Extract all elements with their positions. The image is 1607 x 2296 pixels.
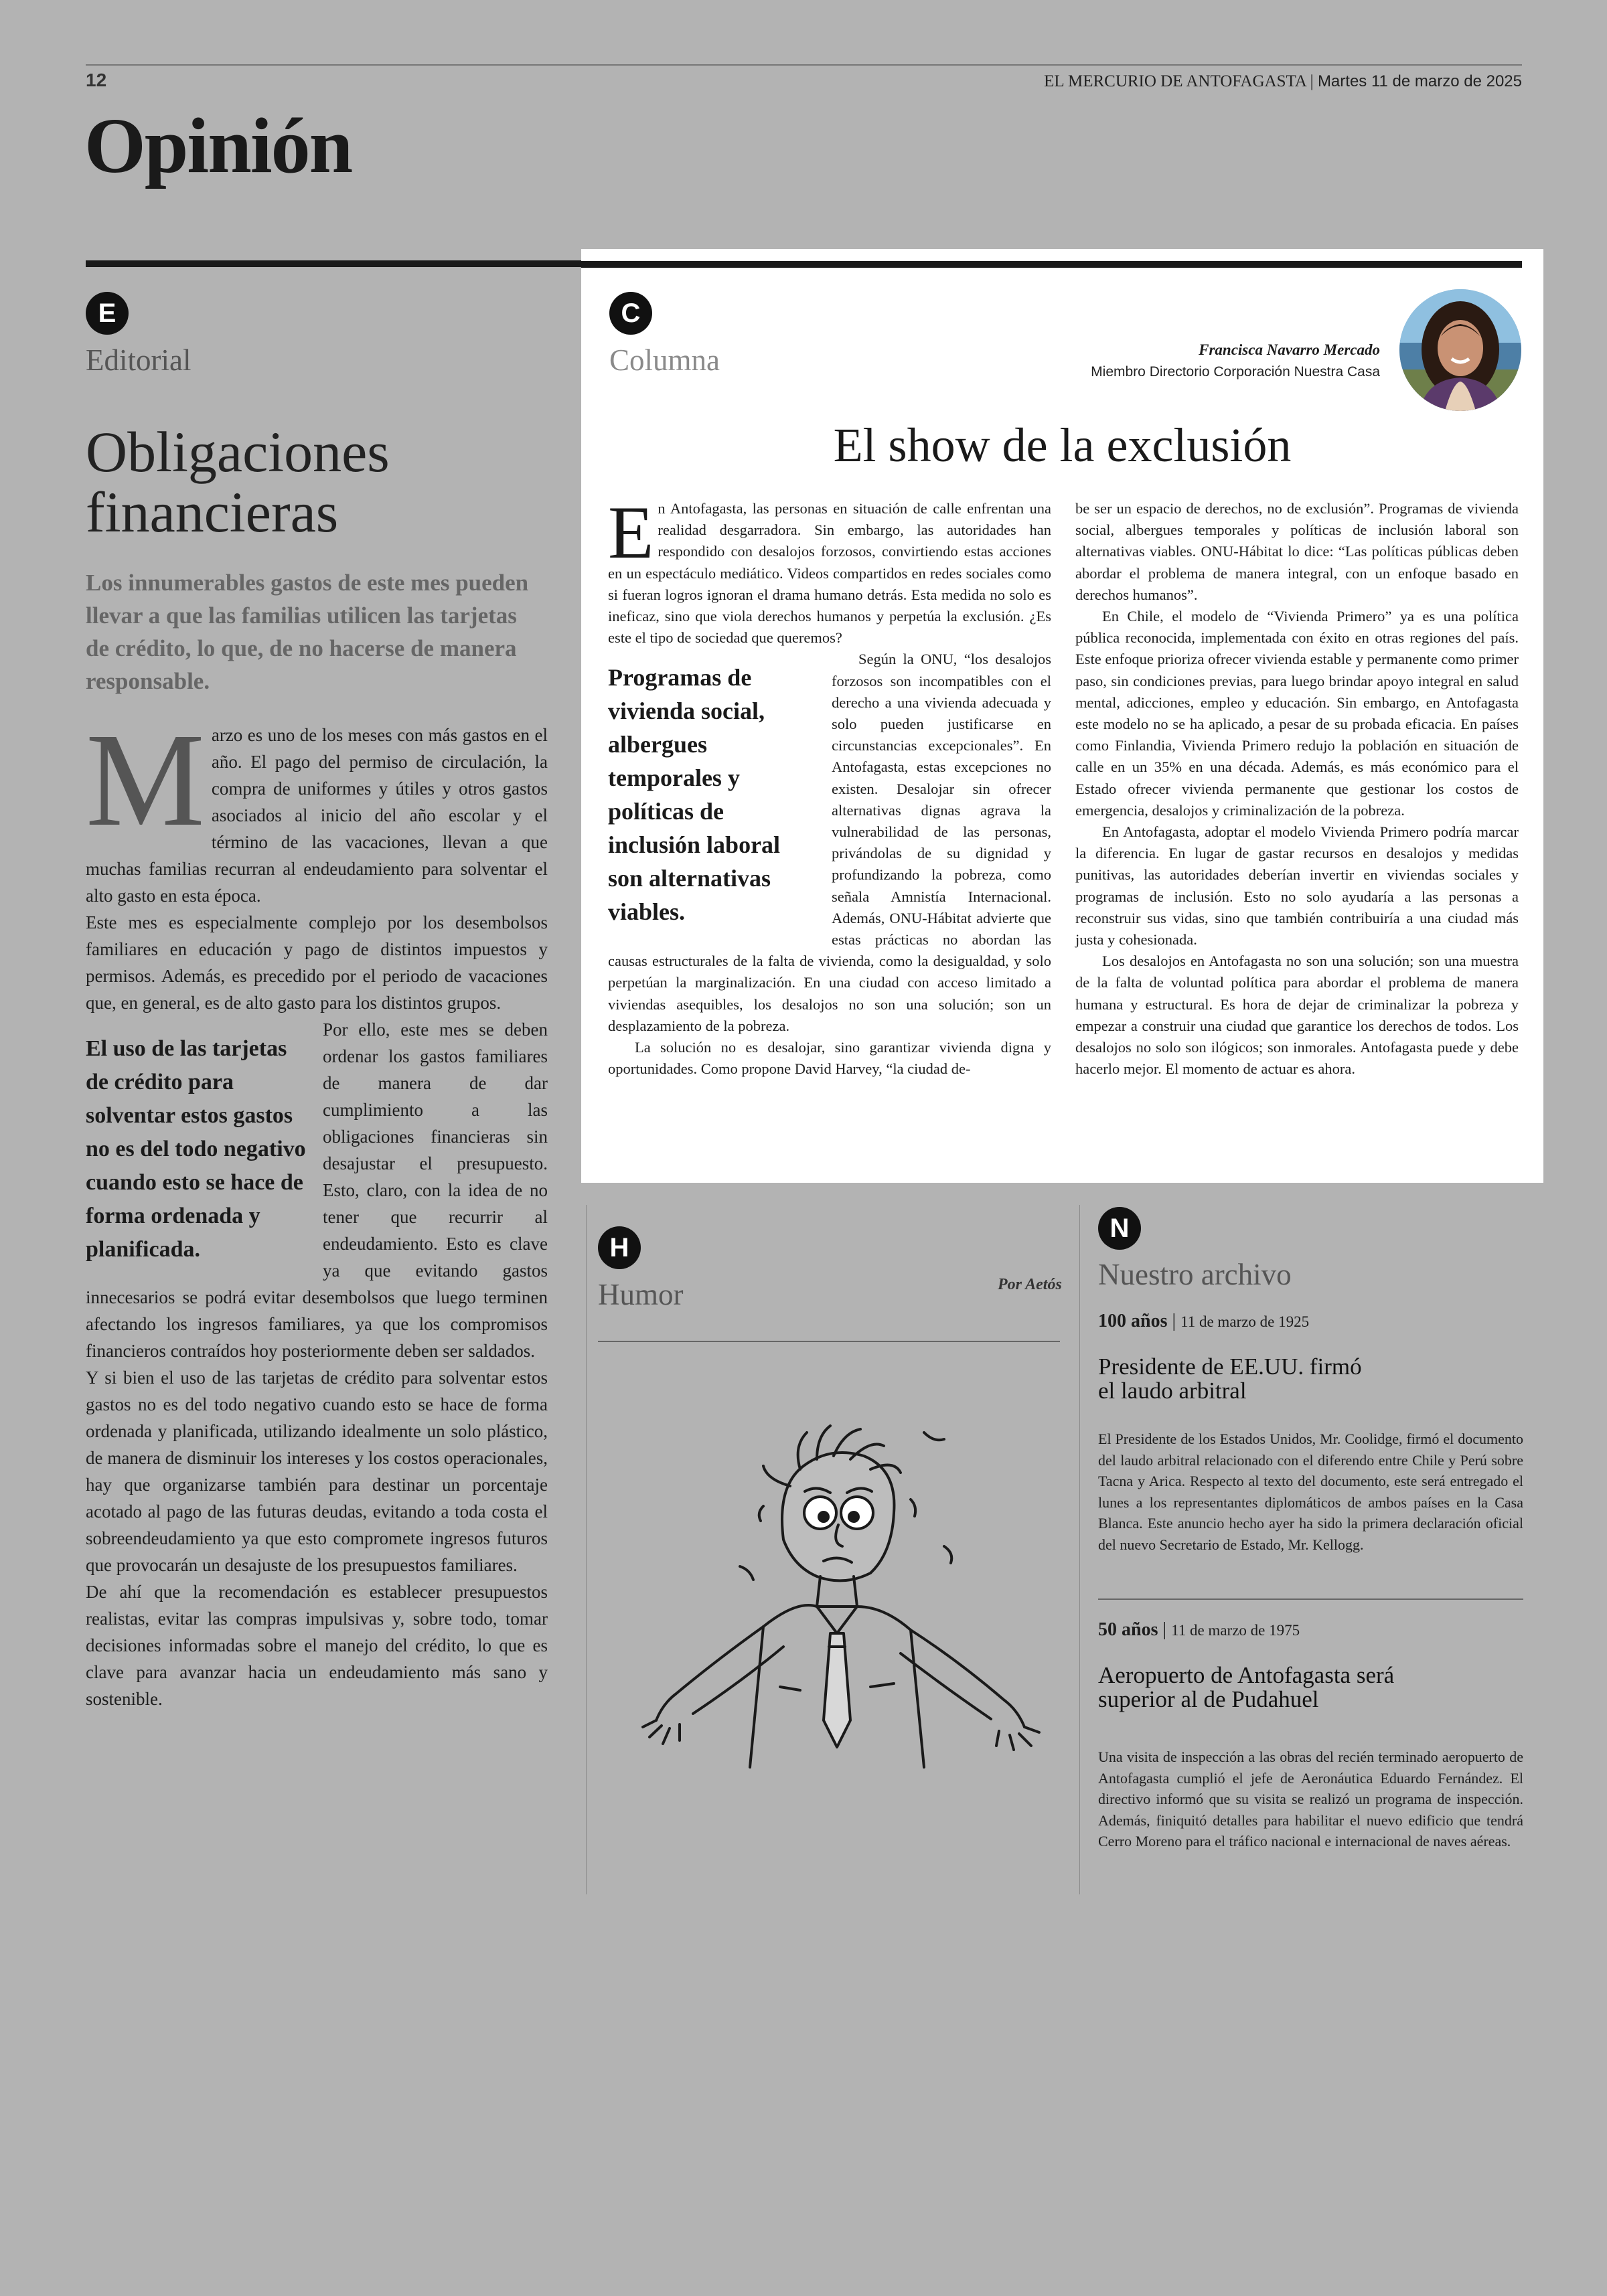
editorial-paragraph-2: Este mes es especialmente complejo por los desembolsos familiares en educación y pago de distintos impuestos y permisos. Además, es precedido por el periodo de vacaciones que, en general, es de alto gasto para los distintos grupos. bbox=[86, 912, 548, 1013]
archive-rule bbox=[1098, 1598, 1523, 1600]
column-pullquote: Programas de vivienda social, albergues temporales y políticas de inclusión laboral son alternativas viables. bbox=[608, 664, 781, 926]
archive-item-2-years: 50 años bbox=[1098, 1619, 1158, 1640]
editorial-paragraph-1: arzo es uno de los meses con más gastos en el año. El pago del permiso de circulación, la compra de uniformes y útiles y otros gastos asociados al inicio del año escolar y el término de las vacaciones, llevan a que muchas familias recurran al endeudamiento para solventar el alto gasto en esta época. bbox=[86, 725, 548, 906]
archive-item-1-headline: Presidente de EE.UU. firmó el laudo arbitral bbox=[1098, 1354, 1362, 1404]
archive-item-1-years: 100 años bbox=[1098, 1311, 1168, 1331]
section-title: Opinión bbox=[84, 102, 352, 189]
editorial-badge: E bbox=[86, 292, 129, 335]
masthead bbox=[1044, 72, 1522, 91]
column-paragraph-7: Los desalojos en Antofagasta no son una solución; son una muestra de la falta de voluntad política para abordar el problema de manera humana y estructural. Es hora de dejar de criminalizar la pobreza y empezar a construir una ciudad que garantice los derechos de todos. Los desalojos no solo son ilógicos; son inmorales. Antofagasta puede y debe hacerlo mejor. El momento de actuar es ahora. bbox=[1075, 953, 1519, 1078]
issue-date: Martes 11 de marzo de 2025 bbox=[1317, 72, 1522, 90]
archive-item-1-meta bbox=[1098, 1311, 1523, 1332]
humor-badge: H bbox=[598, 1226, 641, 1269]
column-badge: C bbox=[609, 292, 652, 335]
archive-item-2-meta bbox=[1098, 1619, 1523, 1641]
author-avatar bbox=[1399, 289, 1521, 411]
editorial-paragraph-3: Por ello, este mes se deben ordenar los gastos familiares de manera de dar cumplimiento a las obligaciones financieras sin desajustar el presupuesto. Esto, claro, con la idea de no tener que recurrir al endeudamiento. Esto es clave ya que evitando gastos innecesarios se podrá evitar desembolsos que luego terminen afectando los ingresos familiares, ya que los compromisos financieros contraídos hoy posteriormente deben ser saldados. bbox=[86, 1019, 548, 1361]
archive-item-2-body: Una visita de inspección a las obras del recién terminado aeropuerto de Antofagasta cumplió el jefe de Aeronáutica Eduardo Fernández. El directivo informó que su visita se realizó un programa de inspección. Además, finiquitó detalles para habilitar el nuevo edificio que tendrá Cerro Moreno para el tráfico nacional e internacional de naves aéreas. bbox=[1098, 1748, 1523, 1850]
editorial-label: Editorial bbox=[86, 343, 192, 377]
column-paragraph-2: Según la ONU, “los desalojos forzosos son incompatibles con el derecho a una vivienda adecuada y solo pueden justificarse en circunstancias excepcionales”. En Antofagasta, estas excepciones no existen. Desalojar sin ofrecer alternativas dignas agrava la vulnerabilidad de las personas, privándolas de su dignidad y profundizando la pobreza, como señala Amnistía Internacional. Además, ONU-Hábitat advierte que estas prácticas no abordan las causas estructurales de la falta de vivienda, como la desigualdad, y solo perpetúan la marginalización. En una ciudad con acceso limitado a viviendas asequibles, los desalojos no son una solución; son un desplazamiento de la pobreza. bbox=[608, 651, 1051, 1034]
archive-item-2-date: 11 de marzo de 1975 bbox=[1171, 1622, 1300, 1639]
column-title: El show de la exclusión bbox=[833, 418, 1292, 472]
column-text-left bbox=[608, 491, 1051, 1080]
humor-credit: Por Aetós bbox=[998, 1276, 1062, 1293]
column-dropcap: E bbox=[608, 491, 654, 574]
archive-item-1 bbox=[1098, 1311, 1523, 1555]
editorial-lead: Los innumerables gastos de este mes pueden llevar a que las familias utilicen las tarjetas de crédito, lo que, de no hacerse de manera responsable. bbox=[86, 570, 529, 694]
column-label: Columna bbox=[609, 343, 720, 377]
page-number: 12 bbox=[86, 70, 107, 90]
column-top-rule bbox=[581, 261, 1522, 268]
archive-item-1-separator: | bbox=[1172, 1311, 1181, 1331]
editorial-title: Obligaciones financieras bbox=[86, 420, 390, 544]
editorial-pullquote: El uso de las tarjetas de crédito para solventar estos gastos no es del todo negativo cuando esto se hace de forma ordenada y planificada. bbox=[86, 1036, 306, 1262]
editorial-dropcap: M bbox=[86, 706, 205, 854]
header-rule bbox=[86, 64, 1522, 66]
column-paragraph-1: n Antofagasta, las personas en situación de calle enfrentan una realidad desgarradora. Sin embargo, las autoridades han respondido con desalojos forzosos, convirtiendo estas acciones en un espectáculo mediático. Videos compartidos en redes sociales como si fueran logros ignoran el drama humano detrás. Esta medida no solo es ineficaz, sino que viola derechos humanos y perpetúa la exclusión. ¿Es este el tipo de sociedad que queremos? bbox=[608, 500, 1051, 647]
editorial-paragraph-5: De ahí que la recomendación es establecer presupuestos realistas, evitar las compras impulsivas y, sobre todo, tomar decisiones informadas sobre el manejo del crédito, lo que es clave para avanzar hacia un endeudamiento más sano y sostenible. bbox=[86, 1582, 548, 1709]
humor-label: Humor bbox=[598, 1278, 684, 1311]
archive-item-1-date: 11 de marzo de 1925 bbox=[1180, 1313, 1310, 1330]
humor-rule bbox=[598, 1341, 1060, 1342]
author-name: Francisca Navarro Mercado bbox=[1199, 341, 1380, 358]
column-paragraph-5: En Chile, el modelo de “Vivienda Primero” ya es una política pública reconocida, implementada con éxito en otras regiones del país. Este enfoque prioriza ofrecer vivienda estable y permanente como primer paso, sin condiciones previas, para luego brindar apoyo integral en salud mental, adicciones, empleo y educación. Sin embargo, en Antofagasta este modelo no se ha aplicado, a pesar de su probada eficacia. En países como Finlandia, Vivienda Primero redujo la población en situación de calle en un 35% en una década. Además, es más económico para el Estado ofrecer vivienda permanente que gestionar los costos de emergencia, desalojos y criminalización de la pobreza. bbox=[1075, 608, 1519, 819]
archive-item-2 bbox=[1098, 1619, 1523, 1852]
archive-badge: N bbox=[1098, 1207, 1141, 1250]
archive-item-2-headline: Aeropuerto de Antofagasta será superior al de Pudahuel bbox=[1098, 1662, 1395, 1712]
separator: | bbox=[1310, 72, 1318, 90]
humor-cartoon bbox=[629, 1406, 1071, 1781]
newspaper-name: EL MERCURIO DE ANTOFAGASTA bbox=[1044, 72, 1306, 90]
editorial-body bbox=[86, 706, 548, 1712]
cartoon-worried-man-icon bbox=[629, 1406, 1071, 1781]
archive-label: Nuestro archivo bbox=[1098, 1258, 1292, 1291]
archive-item-2-separator: | bbox=[1162, 1619, 1172, 1640]
column-paragraph-3: La solución no es desalojar, sino garantizar vivienda digna y oportunidades. Como propone David Harvey, “la ciudad de- bbox=[608, 1039, 1051, 1078]
column-paragraph-4: be ser un espacio de derechos, no de exclusión”. Programas de vivienda social, albergues temporales y políticas de inclusión laboral son alternativas viables. ONU-Hábitat lo dice: “Las políticas públicas deben abordar el problema de manera integral, con un enfoque basado en derechos humanos”. bbox=[1075, 500, 1519, 603]
column-panel bbox=[581, 249, 1543, 1183]
author-photo-icon bbox=[1399, 289, 1521, 411]
column-paragraph-6: En Antofagasta, adoptar el modelo Vivienda Primero podría marcar la diferencia. En lugar de gastar recursos en desalojos y medidas punitivas, las autoridades deberían invertir en viviendas sociales y programas de inclusión. Esto no solo ayudaría a las personas a reconstruir sus vidas, sino que también contribuiría a una ciudad más justa y cohesionada. bbox=[1075, 823, 1519, 949]
archive-item-1-body: El Presidente de los Estados Unidos, Mr. Coolidge, firmó el documento del laudo arbitral relacionado con el diferendo entre Chile y Perú sobre Tacna y Arica. Respecto al texto del documento, este será entregado el lunes a los representantes diplomáticos de ambos países en la Casa Blanca. Este anuncio hecho ayer ha sido la primera declaración oficial del nuevo Secretario de Estado, Mr. Kellogg. bbox=[1098, 1430, 1523, 1553]
column-text-right bbox=[1075, 498, 1519, 1080]
editorial-paragraph-4: Y si bien el uso de las tarjetas de crédito para solventar estos gastos no es del todo negativo cuando esto se hace de forma ordenada y planificada, utilizando idealmente un solo plástico, de manera de disminuir los intereses y los costos operacionales, hay que organizarse también para destinar un porcentaje acotado al pago de las futuras deudas, evitando a toda costa el sobreendeudamiento ya que esto compromete ingresos futuros que provocarán un desajuste de los presupuestos familiares. bbox=[86, 1368, 548, 1575]
humor-archive-divider bbox=[1079, 1205, 1080, 1894]
column-divider bbox=[586, 1205, 587, 1894]
author-role: Miembro Directorio Corporación Nuestra Casa bbox=[1091, 364, 1380, 380]
